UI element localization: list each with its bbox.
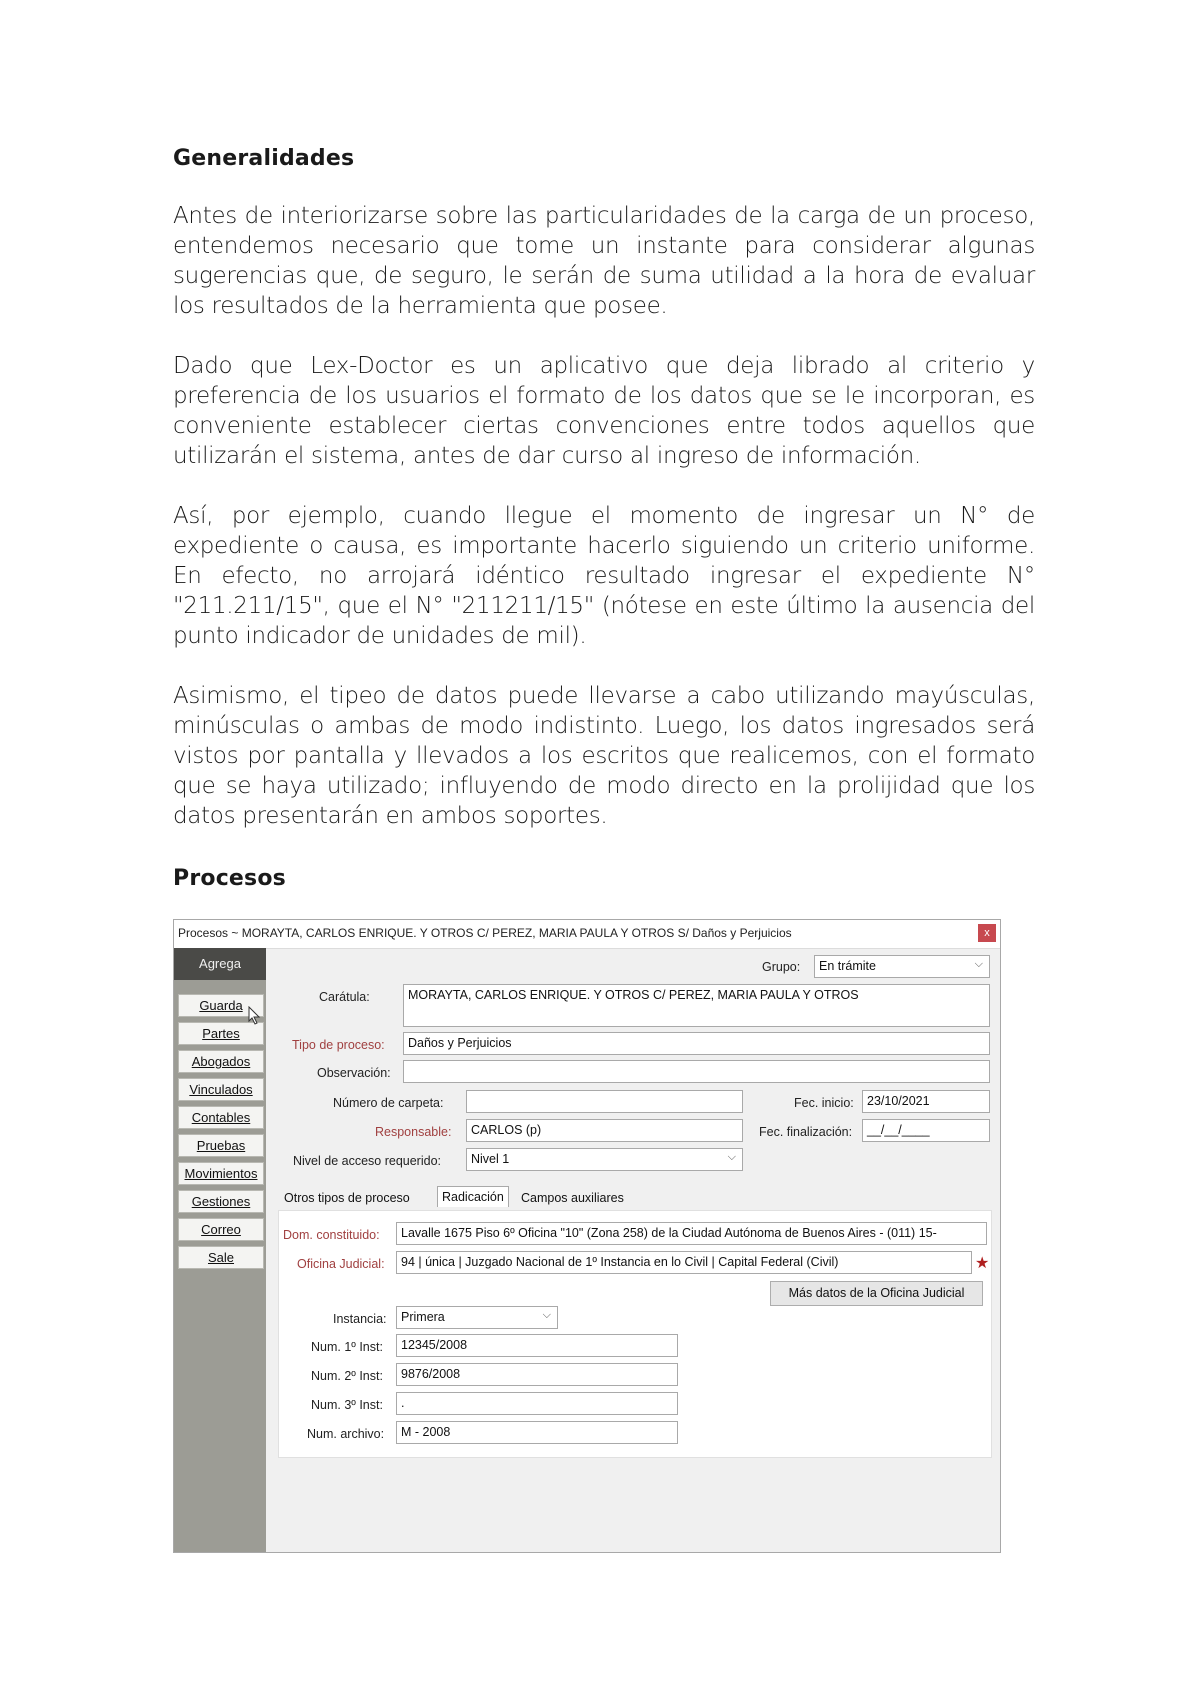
caratula-field[interactable]: MORAYTA, CARLOS ENRIQUE. Y OTROS C/ PEREZ, MARIA PAULA Y OTROS bbox=[403, 984, 990, 1027]
instancia-label: Instancia: bbox=[333, 1312, 387, 1326]
num2-inst-label: Num. 2º Inst: bbox=[311, 1369, 383, 1383]
responsable-field[interactable]: CARLOS (p) bbox=[466, 1119, 743, 1142]
tab-campos-auxiliares[interactable]: Campos auxiliares bbox=[521, 1191, 624, 1205]
grupo-select[interactable]: En trámite ⌵ bbox=[814, 955, 990, 978]
fec-finalizacion-field[interactable]: __/__/____ bbox=[862, 1119, 990, 1142]
heading-procesos: Procesos bbox=[173, 866, 286, 891]
tipo-proceso-label: Tipo de proceso: bbox=[292, 1038, 385, 1052]
window-titlebar bbox=[174, 920, 1000, 949]
agrega-button[interactable]: Agrega bbox=[174, 948, 266, 980]
grupo-label: Grupo: bbox=[762, 960, 801, 974]
heading-generalidades: Generalidades bbox=[173, 146, 355, 171]
responsable-label: Responsable: bbox=[375, 1125, 452, 1139]
carpeta-label: Número de carpeta: bbox=[333, 1096, 444, 1110]
num2-inst-field[interactable]: 9876/2008 bbox=[396, 1363, 678, 1386]
correo-button[interactable]: Correo bbox=[178, 1218, 264, 1241]
guarda-button[interactable]: Guarda bbox=[178, 994, 264, 1017]
procesos-window bbox=[173, 919, 1001, 1553]
num-archivo-label: Num. archivo: bbox=[307, 1427, 385, 1441]
fec-finalizacion-label: Fec. finalización: bbox=[759, 1125, 853, 1139]
nivel-acceso-select[interactable]: Nivel 1 ⌵ bbox=[466, 1148, 743, 1171]
nivel-acceso-label: Nivel de acceso requerido: bbox=[293, 1154, 441, 1168]
caratula-label: Carátula: bbox=[319, 990, 370, 1004]
sidebar bbox=[174, 948, 266, 1552]
paragraph-4: Asimismo, el tipeo de datos puede llevarse a cabo utilizando mayúsculas, minúsculas o ambas de modo indistinto. Luego, los datos ingresados será vistos por pantalla y llevados a los escritos que realicemos, con el formato que se haya utilizado; influyendo de modo directo en la prolijidad que los datos presentarán en ambos soportes. bbox=[173, 683, 1035, 829]
num3-inst-field[interactable]: . bbox=[396, 1392, 678, 1415]
paragraph-1: Antes de interiorizarse sobre las particularidades de la carga de un proceso, entendemos necesario que tome un instante para considerar algunas sugerencias que, de seguro, le serán de suma utilidad a la hora de evaluar los resultados de la herramienta que posee. bbox=[173, 203, 1035, 319]
radicacion-panel bbox=[278, 1210, 992, 1458]
carpeta-field[interactable] bbox=[466, 1090, 743, 1113]
gestiones-button[interactable]: Gestiones bbox=[178, 1190, 264, 1213]
vinculados-button[interactable]: Vinculados bbox=[178, 1078, 264, 1101]
oficina-judicial-field[interactable]: 94 | única | Juzgado Nacional de 1º Instancia en lo Civil | Capital Federal (Civil) bbox=[396, 1251, 972, 1274]
mas-datos-oficina-button[interactable]: Más datos de la Oficina Judicial bbox=[770, 1281, 983, 1306]
fec-inicio-field[interactable]: 23/10/2021 bbox=[862, 1090, 990, 1113]
movimientos-button[interactable]: Movimientos bbox=[178, 1162, 264, 1185]
tab-radicacion[interactable]: Radicación bbox=[437, 1186, 509, 1207]
tab-otros-tipos[interactable]: Otros tipos de proceso bbox=[284, 1191, 410, 1205]
cursor-icon bbox=[248, 1006, 262, 1026]
observacion-field[interactable] bbox=[403, 1060, 990, 1083]
close-icon[interactable]: x bbox=[978, 924, 996, 942]
num3-inst-label: Num. 3º Inst: bbox=[311, 1398, 383, 1412]
dom-constituido-field[interactable]: Lavalle 1675 Piso 6º Oficina "10" (Zona 258) de la Ciudad Autónoma de Buenos Aires - (011) 15- bbox=[396, 1222, 987, 1245]
paragraph-2: Dado que Lex-Doctor es un aplicativo que deja librado al criterio y preferencia de los usuarios el formato de los datos que se le incorporan, es conveniente establecer ciertas convenciones entre todos aquellos que utilizarán el sistema, antes de dar curso al ingreso de información. bbox=[173, 353, 1035, 469]
partes-button[interactable]: Partes bbox=[178, 1022, 264, 1045]
contables-button[interactable]: Contables bbox=[178, 1106, 264, 1129]
sale-button[interactable]: Sale bbox=[178, 1246, 264, 1269]
num-archivo-field[interactable]: M - 2008 bbox=[396, 1421, 678, 1444]
star-icon[interactable]: ★ bbox=[975, 1255, 990, 1272]
paragraph-3: Así, por ejemplo, cuando llegue el momento de ingresar un N° de expediente o causa, es importante hacerlo siguiendo un criterio uniforme. En efecto, no arrojará idéntico resultado ingresar el expediente N° "211.211/15", que el N° "211211/15" (nótese en este último la ausencia del punto indicador de unidades de mil). bbox=[173, 503, 1035, 649]
pruebas-button[interactable]: Pruebas bbox=[178, 1134, 264, 1157]
window-title: Procesos ~ MORAYTA, CARLOS ENRIQUE. Y OTROS C/ PEREZ, MARIA PAULA Y OTROS S/ Daños y Perjuicios bbox=[178, 926, 792, 940]
instancia-select[interactable]: Primera ⌵ bbox=[396, 1306, 558, 1329]
tipo-proceso-field[interactable]: Daños y Perjuicios bbox=[403, 1032, 990, 1055]
chevron-down-icon: ⌵ bbox=[727, 1151, 736, 1163]
observacion-label: Observación: bbox=[317, 1066, 391, 1080]
num1-inst-field[interactable]: 12345/2008 bbox=[396, 1334, 678, 1357]
abogados-button[interactable]: Abogados bbox=[178, 1050, 264, 1073]
oficina-judicial-label: Oficina Judicial: bbox=[297, 1257, 385, 1271]
num1-inst-label: Num. 1º Inst: bbox=[311, 1340, 383, 1354]
dom-constituido-label: Dom. constituido: bbox=[283, 1228, 380, 1242]
chevron-down-icon: ⌵ bbox=[974, 958, 983, 970]
fec-inicio-label: Fec. inicio: bbox=[794, 1096, 854, 1110]
chevron-down-icon: ⌵ bbox=[542, 1309, 551, 1321]
